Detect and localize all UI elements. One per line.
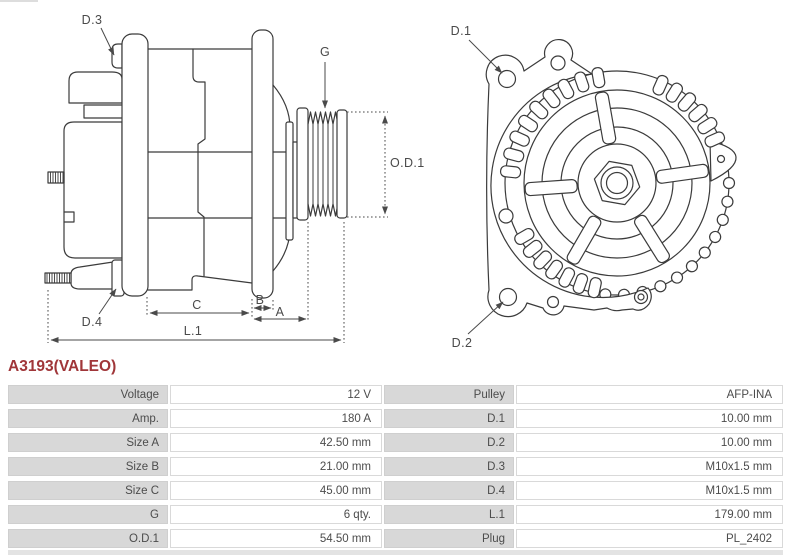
spec-row bbox=[8, 433, 783, 452]
spec-value-cell: 10.00 mm bbox=[516, 409, 783, 428]
dimension-label-od1: O.D.1 bbox=[390, 156, 425, 170]
spec-label-cell: D.2 bbox=[384, 433, 514, 452]
dimension-label-b: B bbox=[255, 293, 265, 307]
front-view-drawing bbox=[486, 40, 736, 317]
front-view-labels bbox=[451, 24, 473, 350]
spec-label-cell: D.4 bbox=[384, 481, 514, 500]
spec-value-cell: 42.50 mm bbox=[170, 433, 382, 452]
spec-label-cell: Size A bbox=[8, 433, 168, 452]
spec-value-cell: 180 A bbox=[170, 409, 382, 428]
spec-row bbox=[8, 481, 783, 500]
spec-value-cell: M10x1.5 mm bbox=[516, 457, 783, 476]
spec-value-cell: 12 V bbox=[170, 385, 382, 404]
spec-row bbox=[8, 529, 783, 548]
spec-value-cell: 10.00 mm bbox=[516, 433, 783, 452]
specification-table bbox=[8, 385, 783, 553]
spec-label-cell: Amp. bbox=[8, 409, 168, 428]
side-view-drawing bbox=[45, 30, 347, 298]
spec-value-cell: M10x1.5 mm bbox=[516, 481, 783, 500]
spec-label-cell: O.D.1 bbox=[8, 529, 168, 548]
spec-value-cell: 45.00 mm bbox=[170, 481, 382, 500]
spec-row bbox=[8, 505, 783, 524]
spec-label-cell: G bbox=[8, 505, 168, 524]
spec-label-cell: Voltage bbox=[8, 385, 168, 404]
dimension-label-d4: D.4 bbox=[81, 315, 103, 329]
spec-row bbox=[8, 457, 783, 476]
spec-label-cell: L.1 bbox=[384, 505, 514, 524]
dimension-label-l1: L.1 bbox=[183, 324, 203, 338]
dimension-label-c: C bbox=[192, 298, 202, 312]
spec-label-cell: Pulley bbox=[384, 385, 514, 404]
spec-value-cell: AFP-INA bbox=[516, 385, 783, 404]
dimension-label-g: G bbox=[319, 45, 331, 59]
spec-value-cell: 6 qty. bbox=[170, 505, 382, 524]
dimension-label-a: A bbox=[275, 305, 285, 319]
cropped-next-row-strip bbox=[8, 550, 783, 555]
spec-value-cell: 21.00 mm bbox=[170, 457, 382, 476]
dimension-label-d2: D.2 bbox=[451, 336, 473, 350]
spec-label-cell: Size C bbox=[8, 481, 168, 500]
dimension-label-d1: D.1 bbox=[450, 24, 472, 38]
spec-row bbox=[8, 385, 783, 404]
spec-row bbox=[8, 409, 783, 428]
spec-value-cell: 54.50 mm bbox=[170, 529, 382, 548]
dimension-label-d3: D.3 bbox=[81, 13, 103, 27]
spec-value-cell: 179.00 mm bbox=[516, 505, 783, 524]
spec-label-cell: Size B bbox=[8, 457, 168, 476]
spec-label-cell: D.1 bbox=[384, 409, 514, 428]
spec-label-cell: D.3 bbox=[384, 457, 514, 476]
spec-label-cell: Plug bbox=[384, 529, 514, 548]
spec-value-cell: PL_2402 bbox=[516, 529, 783, 548]
part-number-title: A3193(VALEO) bbox=[8, 358, 117, 375]
